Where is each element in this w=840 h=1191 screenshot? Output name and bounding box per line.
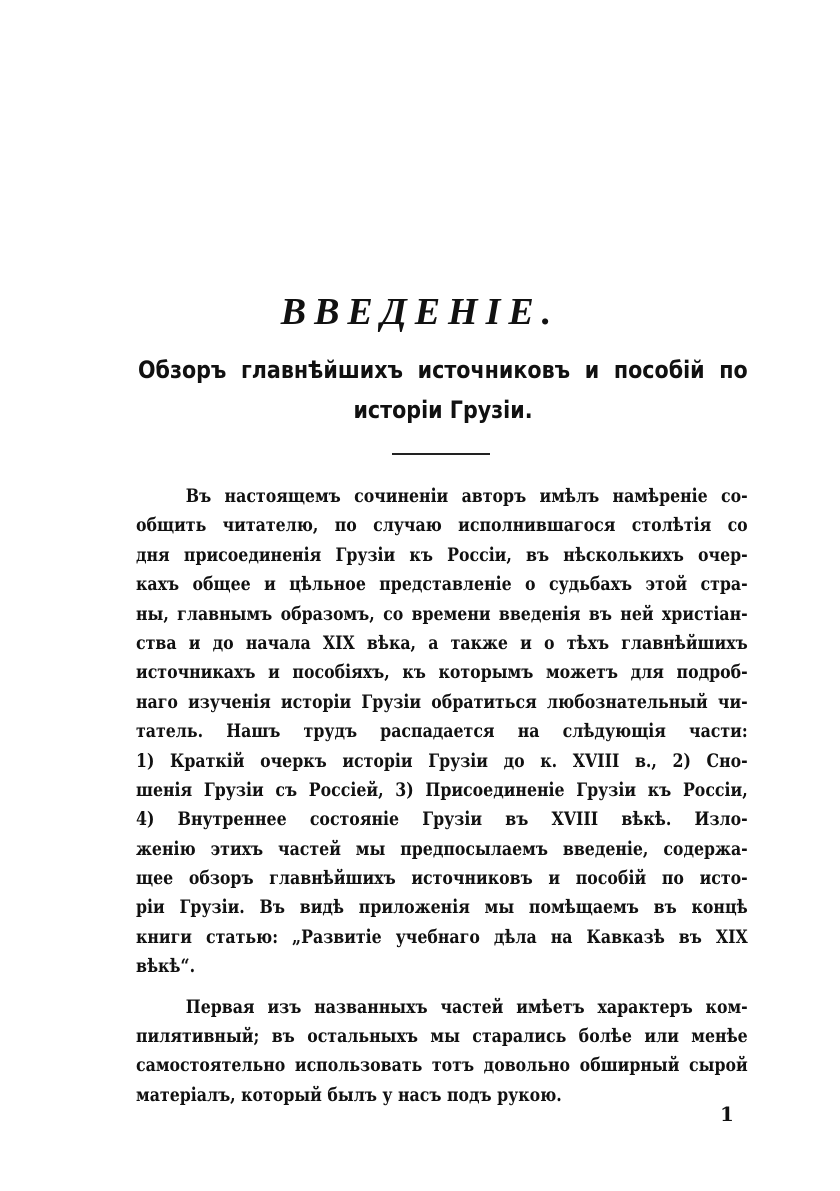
text-line: матеріалъ, который былъ у насъ подъ рукою. [136,1083,562,1106]
text-line: ны, главнымъ образомъ, со времени введенія въ ней христіан- [136,602,748,625]
text-line: женію этихъ частей мы предпосылаемъ введеніе, содержа- [136,837,748,860]
page-number: 1 [720,1102,734,1126]
text-line: источникахъ и пособіяхъ, къ которымъ можетъ для подроб- [136,661,748,684]
subtitle-word: и [584,356,600,384]
text-line: дня присоединенія Грузіи къ Россіи, въ нѣсколькихъ очер- [136,543,748,566]
text-line: книги статью: „Развитіе учебнаго дѣла на Кавказѣ въ XIX [136,925,748,948]
text-line: татель. Нашъ трудъ распадается на слѣдующія части: [136,720,748,743]
body-text [136,482,748,1110]
chapter-subtitle [138,350,748,430]
text-line: Въ настоящемъ сочиненіи авторъ имѣлъ намѣреніе со- [185,485,748,507]
text-line: общить читателю, по случаю исполнившагося столѣтія со [136,514,748,537]
text-line: щее обзоръ главнѣйшихъ источниковъ и пособій по исто- [136,867,748,890]
text-line: шенія Грузіи съ Россіей, 3) Присоединеніе Грузіи къ Россіи, [136,778,748,801]
text-line: ріи Грузіи. Въ видѣ приложенія мы помѣщаемъ въ концѣ [136,896,748,919]
chapter-title: ВВЕДЕНІЕ. [280,291,560,333]
text-line: вѣкѣ“. [136,955,196,978]
text-line: 1) Краткій очеркъ исторіи Грузіи до к. XVIII в., 2) Сно- [136,749,748,772]
text-line: самостоятельно использовать тотъ довольно обширный сырой [136,1054,748,1077]
text-line: пилятивный; въ остальныхъ мы старались болѣе или менѣе [136,1025,748,1048]
subtitle-word: пособій [613,356,705,384]
paragraph-1 [136,482,748,982]
text-line: кахъ общее и цѣльное представленіе о судьбахъ этой стра- [136,573,748,596]
subtitle-word: Обзоръ [138,356,227,384]
subtitle-line-1 [138,350,748,390]
paragraph-2 [136,993,748,1111]
text-line: наго изученія исторіи Грузіи обратиться любознательный чи- [136,690,748,713]
text-line: 4) Внутреннее состояніе Грузіи въ XVIII вѣкѣ. Изло- [136,808,748,831]
subtitle-word: главнѣйшихъ [241,356,404,384]
subtitle-word: по [719,356,748,384]
text-line: ства и до начала XIX вѣка, а также и о тѣхъ главнѣйшихъ [136,631,748,654]
section-divider [392,453,490,455]
text-line: Первая изъ названныхъ частей имѣетъ характеръ ком- [185,995,748,1018]
subtitle-line-2: исторіи Грузіи. [353,396,533,424]
subtitle-word: источниковъ [417,356,571,384]
